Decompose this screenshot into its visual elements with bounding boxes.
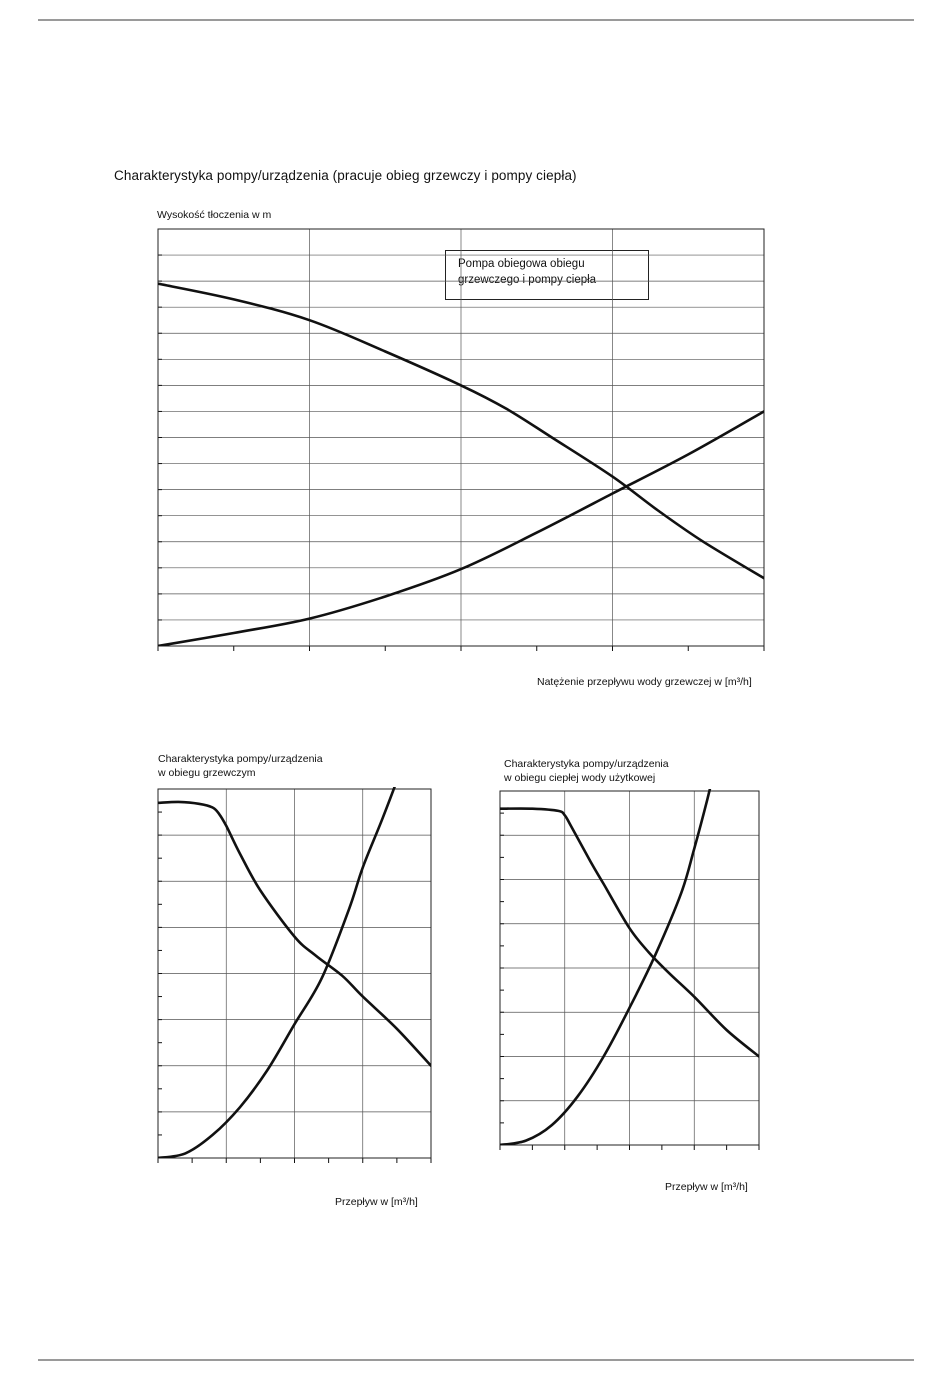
chart1-ylabel: Wysokość tłoczenia w m bbox=[157, 209, 272, 221]
chart2-title-line-2: w obiegu grzewczym bbox=[158, 767, 256, 779]
chart3-xlabel: Przepływ w [m³/h] bbox=[665, 1181, 748, 1193]
chart3-series-1 bbox=[500, 747, 720, 1145]
chart3-title-line-2: w obiegu ciepłej wody użytkowej bbox=[504, 772, 656, 784]
chart1-xlabel: Natężenie przepływu wody grzewczej w [m³/h] bbox=[537, 676, 752, 688]
chart2-xlabel: Przepływ w [m³/h] bbox=[335, 1196, 418, 1208]
chart2-title-line-1: Charakterystyka pompy/urządzenia bbox=[158, 753, 323, 765]
chart1-legend-line-1: Pompa obiegowa obiegu bbox=[458, 258, 585, 270]
chart1-legend-line-2: grzewczego i pompy ciepła bbox=[458, 274, 597, 286]
main-title: Charakterystyka pompy/urządzenia (pracuje obieg grzewczy i pompy ciepła) bbox=[114, 168, 577, 183]
chart3-title-line-1: Charakterystyka pompy/urządzenia bbox=[504, 758, 669, 770]
